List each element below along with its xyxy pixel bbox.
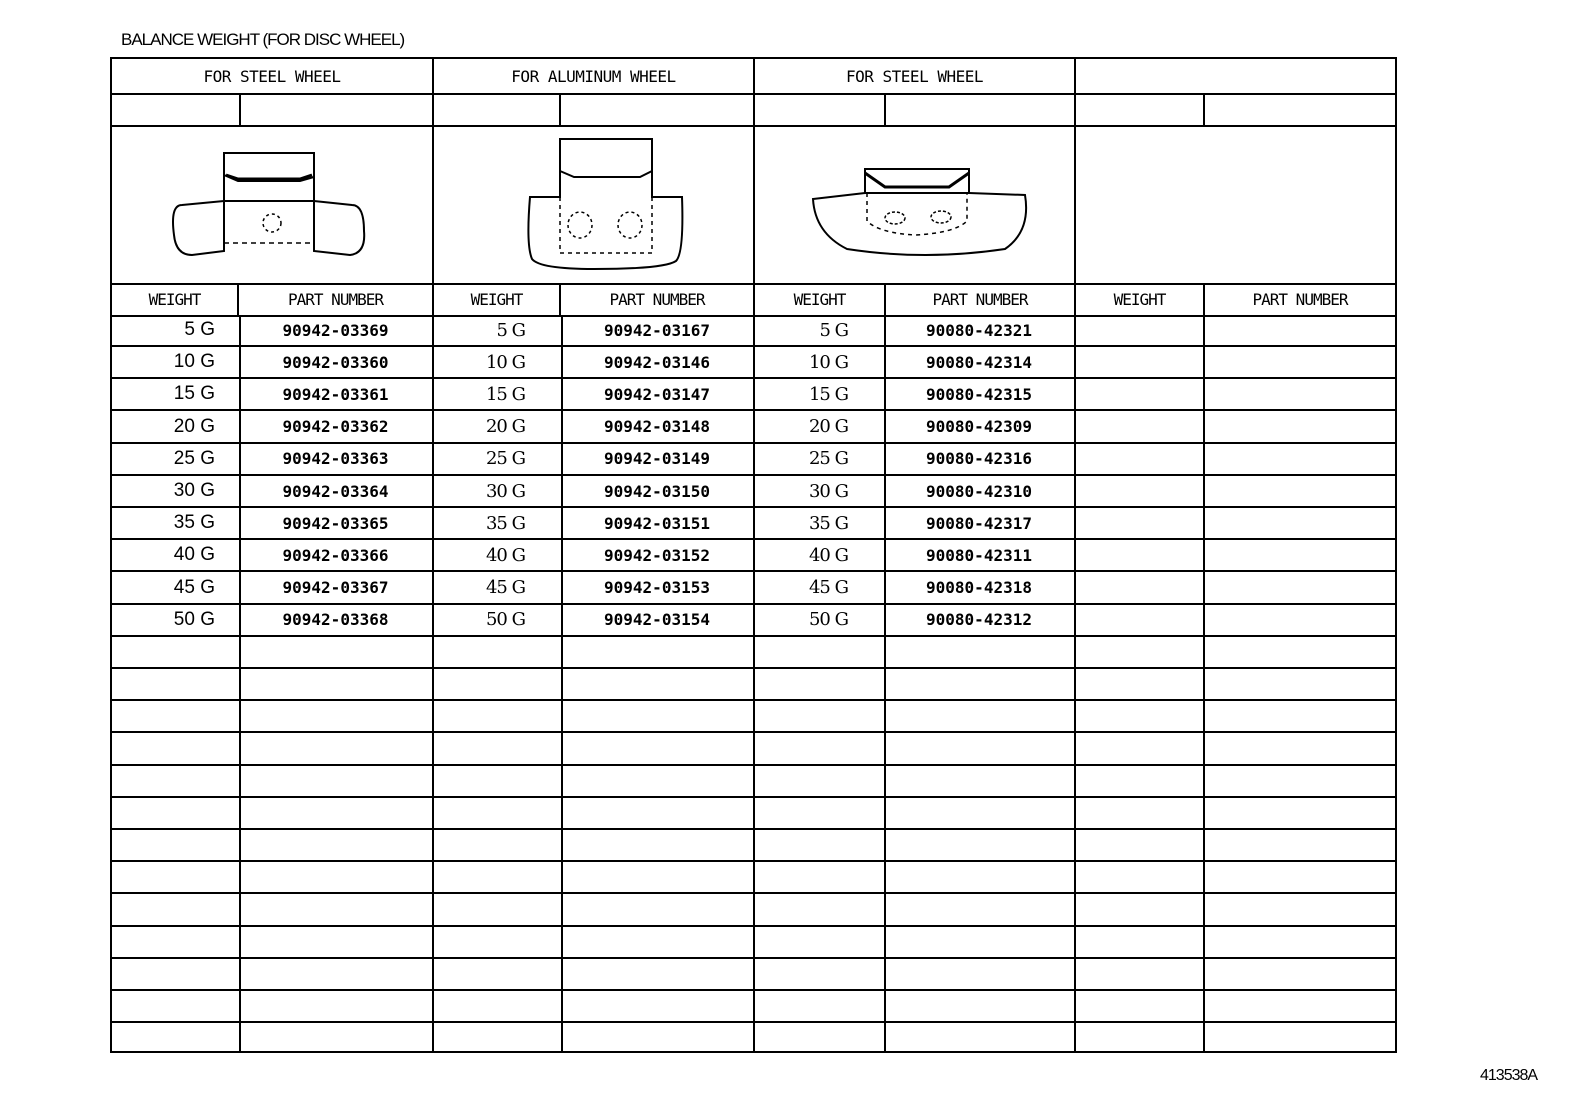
part-number-cell: 90942-03369 [282,320,389,340]
weight-cell: 10 G [173,351,215,373]
table-row [1076,508,1395,540]
table-row [112,830,432,862]
table-row [1076,766,1395,798]
table-row [1076,1023,1395,1055]
balance-weight-icon [112,125,432,283]
balance-weight-icon [755,125,1074,283]
weight-cell: 10 G [485,351,525,373]
table-row [755,444,1074,476]
weight-cell: 40 G [173,544,215,566]
part-number-header: PART NUMBER [1252,289,1348,309]
part-number-cell: 90080-42315 [926,384,1032,404]
part-number-cell: 90080-42321 [926,320,1032,340]
table-row [434,540,753,572]
table-row [755,1023,1074,1055]
weight-cell: 15 G [808,383,848,405]
table-row [755,669,1074,701]
table-row [1076,669,1395,701]
balance-weight-icon [434,125,753,283]
part-number-cell: 90942-03154 [604,610,710,630]
weight-cell: 40 G [485,544,525,566]
table-row [434,573,753,605]
weight-header: WEIGHT [112,283,239,315]
table-row [112,701,432,733]
table-row [1076,830,1395,862]
table-row [112,637,432,669]
table-row [434,798,753,830]
table-row [1076,605,1395,637]
table-row [755,412,1074,444]
table-row [755,573,1074,605]
table-row [434,315,753,347]
table-row [755,379,1074,411]
table-row [434,444,753,476]
table-row [112,315,432,347]
weight-cell: 45 G [485,577,525,599]
table-row [434,991,753,1023]
table-row [112,379,432,411]
part-number-cell: 90080-42317 [926,513,1032,533]
table-row [112,412,432,444]
group-title: FOR STEEL WHEEL [112,59,432,95]
part-number-header: PART NUMBER [609,289,705,309]
table-row [434,412,753,444]
blank-illustration [1076,125,1395,285]
table-row [434,830,753,862]
table-row [755,927,1074,959]
table-row [1076,734,1395,766]
weight-cell: 45 G [173,576,215,598]
weight-cell: 25 G [485,448,525,470]
weight-cell: 30 G [808,480,848,502]
blank-row [112,93,432,127]
table-row [1076,412,1395,444]
table-row [112,347,432,379]
table-row [755,476,1074,508]
weight-header: WEIGHT [1076,283,1205,315]
part-number-cell: 90080-42309 [926,417,1032,437]
table-row [755,830,1074,862]
table-row [434,379,753,411]
table-row [434,1023,753,1055]
table-row [1076,927,1395,959]
table-row [434,508,753,540]
table-row [434,959,753,991]
table-row [112,798,432,830]
part-number-cell: 90942-03151 [604,513,710,533]
table-row [434,637,753,669]
part-number-cell: 90942-03366 [282,545,389,565]
weight-cell: 50 G [808,609,848,631]
part-number-cell: 90942-03150 [604,481,710,501]
table-row [112,766,432,798]
weight-cell: 15 G [173,383,215,405]
table-row [434,476,753,508]
weight-cell: 50 G [173,608,215,630]
weight-cell: 5 G [496,319,525,341]
table-row [755,991,1074,1023]
weight-cell: 20 G [485,416,525,438]
weight-cell: 50 G [485,609,525,631]
part-number-cell: 90942-03147 [604,384,710,404]
weight-cell: 35 G [173,512,215,534]
weight-cell: 15 G [485,383,525,405]
table-row [112,1023,432,1055]
part-number-cell: 90942-03153 [604,578,710,598]
table-row [112,959,432,991]
weight-cell: 25 G [173,447,215,469]
part-number-cell: 90942-03152 [604,545,710,565]
table-row [755,734,1074,766]
table-row [755,862,1074,894]
table-row [1076,701,1395,733]
weight-cell: 5 G [184,319,215,340]
table-row [112,444,432,476]
table-row [755,895,1074,927]
part-number-cell: 90942-03149 [604,449,710,469]
weight-cell: 5 G [819,319,848,341]
weight-cell: 30 G [485,480,525,502]
table-row [1076,476,1395,508]
part-number-cell: 90080-42314 [926,352,1032,372]
part-number-cell: 90942-03363 [282,449,389,469]
table-row [112,991,432,1023]
weight-cell: 20 G [173,415,215,437]
group-title: FOR ALUMINUM WHEEL [434,59,753,95]
table-row [1076,798,1395,830]
part-number-cell: 90080-42311 [926,545,1032,565]
column-headers [434,283,753,317]
table-row [755,540,1074,572]
table-row [1076,379,1395,411]
table-row [755,959,1074,991]
part-number-cell: 90942-03362 [282,417,389,437]
table-row [434,347,753,379]
table-row [755,508,1074,540]
weight-cell: 35 G [485,512,525,534]
table-row [1076,315,1395,347]
table-row [434,766,753,798]
blank-row [755,93,1074,127]
table-row [112,734,432,766]
part-number-cell: 90080-42318 [926,578,1032,598]
steel-wheel-wide-weight-illustration [755,125,1074,285]
table-row [434,701,753,733]
weight-header: WEIGHT [434,283,561,315]
part-number-cell: 90942-03367 [282,578,389,598]
table-row [434,862,753,894]
part-number-cell: 90080-42312 [926,610,1032,630]
group-title [1076,59,1395,95]
table-row [1076,862,1395,894]
column-headers [755,283,1074,317]
weight-header: WEIGHT [755,283,886,315]
table-row [1076,959,1395,991]
steel-wheel-weight-illustration [112,125,432,285]
part-number-cell: 90942-03146 [604,352,710,372]
table-row [112,862,432,894]
table-row [755,315,1074,347]
table-row [434,927,753,959]
group-steel-wheel-1 [112,59,434,1051]
weight-cell: 35 G [808,512,848,534]
table-row [434,895,753,927]
table-row [1076,444,1395,476]
blank-row [434,93,753,127]
group-aluminum-wheel [434,59,755,1051]
blank-row [1076,93,1395,127]
table-row [755,701,1074,733]
weight-cell: 10 G [808,351,848,373]
weight-cell: 45 G [808,577,848,599]
part-number-cell: 90942-03360 [282,352,389,372]
part-number-cell: 90080-42310 [926,481,1032,501]
column-headers [1076,283,1395,317]
part-number-cell: 90942-03364 [282,481,389,501]
figure-code: 413538A [1480,1067,1538,1084]
table-row [434,605,753,637]
part-number-cell: 90942-03148 [604,417,710,437]
table-row [1076,347,1395,379]
table-row [112,927,432,959]
table-row [434,669,753,701]
table-row [112,540,432,572]
part-number-cell: 90942-03368 [282,610,389,630]
part-number-cell: 90942-03365 [282,513,389,533]
table-row [112,605,432,637]
table-row [112,669,432,701]
balance-weight-table [110,57,1397,1053]
column-headers [112,283,432,317]
table-row [755,766,1074,798]
table-row [1076,895,1395,927]
table-row [755,347,1074,379]
table-row [112,508,432,540]
table-row [755,798,1074,830]
table-row [1076,637,1395,669]
table-row [112,895,432,927]
table-row [434,734,753,766]
weight-cell: 30 G [173,480,215,501]
weight-cell: 25 G [808,448,848,470]
group-title: FOR STEEL WHEEL [755,59,1074,95]
table-row [1076,991,1395,1023]
table-row [755,605,1074,637]
aluminum-wheel-weight-illustration [434,125,753,285]
table-row [112,573,432,605]
group-steel-wheel-2 [755,59,1076,1051]
table-row [755,637,1074,669]
part-number-header: PART NUMBER [288,289,383,309]
table-row [112,476,432,508]
document-title: BALANCE WEIGHT (FOR DISC WHEEL) [121,30,405,49]
group-blank [1076,59,1395,1051]
weight-cell: 40 G [808,544,848,566]
part-number-header: PART NUMBER [932,289,1028,309]
part-number-cell: 90080-42316 [926,449,1032,469]
weight-cell: 20 G [808,416,848,438]
table-row [1076,573,1395,605]
part-number-cell: 90942-03361 [282,384,389,404]
table-row [1076,540,1395,572]
part-number-cell: 90942-03167 [604,320,710,340]
